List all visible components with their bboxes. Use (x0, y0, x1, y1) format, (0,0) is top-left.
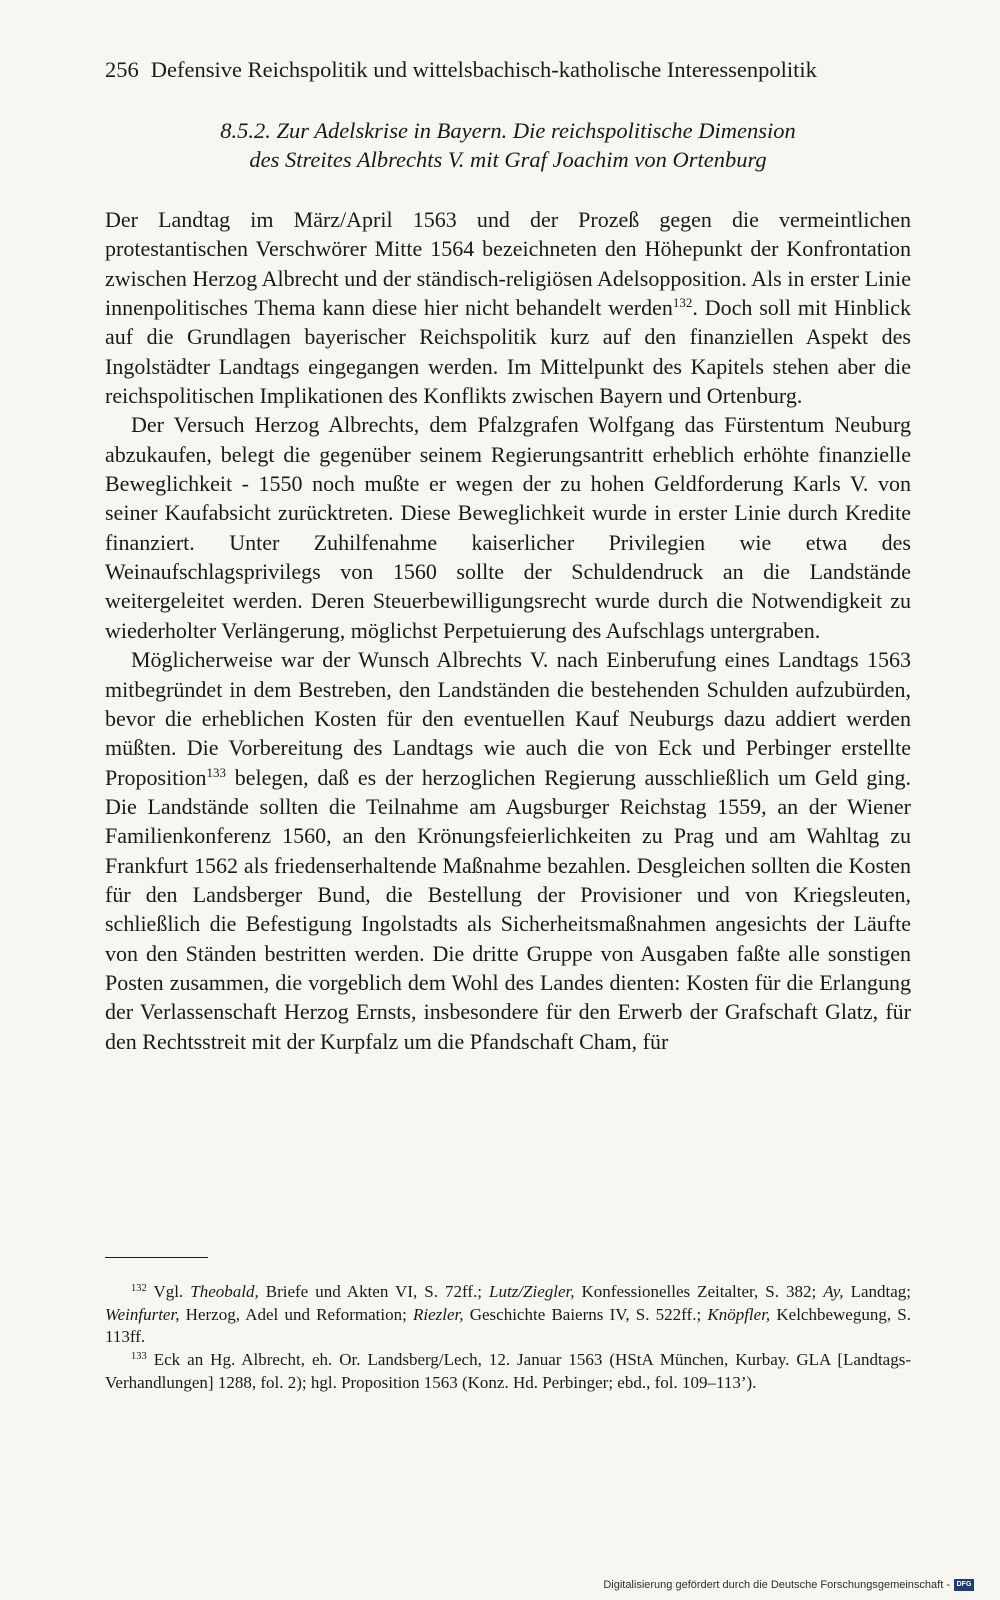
footnote-author: Lutz/Ziegler, (489, 1282, 575, 1301)
credit-text: Digitalisierung gefördert durch die Deutsche Forschungsgemeinschaft - (603, 1579, 950, 1591)
paragraph-3 (105, 645, 911, 1056)
section-heading-line-2: des Streites Albrechts V. mit Graf Joachim von Ortenburg (249, 147, 767, 172)
footnote-author: Knöpfler, (707, 1304, 771, 1324)
footnote-132-text: Landtag; (843, 1282, 912, 1301)
footnote-132-text: Herzog, Adel und Reformation; (179, 1304, 413, 1324)
footnote-ref-133[interactable]: 133 (206, 764, 226, 780)
page-number: 256 (105, 57, 139, 82)
paragraph-3-text-a: Möglicherweise war der Wunsch Albrechts V. nach Einberufung eines Landtags 1563 mitbegründet in dem Bestreben, den Landständen die bestehenden Schulden aufzubürden, bevor die erheblichen Kosten für den eventuellen Kauf Neuburgs dazu addiert werden müßten. Die Vorbereitung des Landtags wie auch die von Eck und Perbinger erstellte Proposition (105, 647, 911, 790)
footnote-ref-132[interactable]: 132 (672, 295, 693, 311)
footnote-133-text: Eck an Hg. Albrecht, eh. Or. Landsberg/Lech, 12. Januar 1563 (HStA München, Kurbay. GLA [Landtags-Verhandlungen] 1288, fol. 2); hgl. Proposition 1563 (Konz. Hd. Perbinger; ebd., fol. 109–113’). (105, 1350, 911, 1392)
footnote-author: Riezler, (413, 1304, 464, 1324)
footnote-133 (105, 1349, 911, 1394)
footnote-132-text: Geschichte Baierns IV, S. 522ff.; (463, 1304, 708, 1324)
footnote-author: Theobald, (190, 1282, 259, 1301)
section-heading (105, 116, 911, 174)
footnote-132 (105, 1281, 911, 1349)
body-text (105, 205, 911, 1056)
footnote-132-text: Konfessionelles Zeitalter, S. 382; (574, 1282, 824, 1301)
footnote-author: Weinfurter, (105, 1304, 180, 1324)
paragraph-1-text-a: Der Landtag im März/April 1563 und der Prozeß gegen die vermeintlichen protestantischen Verschwörer Mitte 1564 bezeichneten den Höhepunkt der Konfrontation zwischen Herzog Albrecht und der ständisch-religiösen Adelsopposition. Als in erster Linie innenpolitisches Thema kann diese hier nicht behandelt werden (105, 207, 911, 321)
paragraph-1-text-b: . Doch soll mit Hinblick auf die Grundlagen bayerischer Reichspolitik kurz auf den finanziellen Aspekt des Ingolstädter Landtags eingegangen werden. Im Mittelpunkt des Kapitels stehen aber die reichspolitischen Implikationen des Konflikts zwischen Bayern und Ortenburg. (105, 295, 911, 409)
footnote-132-text: Briefe und Akten VI, S. 72ff.; (258, 1282, 489, 1301)
footnote-132-text: Kelchbewegung, S. 113ff. (105, 1304, 911, 1347)
footnote-number-132: 132 (131, 1283, 147, 1294)
paragraph-1 (105, 205, 911, 410)
dfg-logo-icon: DFG (954, 1579, 974, 1591)
footnote-number-133: 133 (131, 1351, 147, 1363)
paragraph-3-text-b: belegen, daß es der herzoglichen Regierung ausschließlich um Geld ging. Die Landstände sollten die Teilnahme am Augsburger Reichstag 1559, an der Wiener Familienkonferenz 1560, an den Krönungsfeierlichkeiten zu Prag und am Wahltag zu Frankfurt 1562 als friedenserhaltende Maßnahme bezahlen. Desgleichen sollten die Kosten für den Landsberger Bund, die Bestellung der Provisioner und von Kriegsleuten, schließlich die Befestigung Ingolstadts als Sicherheitsmaßnahmen angesichts der Läufte von den Ständen bestritten werden. Die dritte Gruppe von Ausgaben faßte alle sonstigen Posten zusammen, die vorgeblich dem Wohl des Landes dienten: Kosten für die Erlangung der Verlassenschaft Herzog Ernsts, insbesondere für den Erwerb der Grafschaft Glatz, für den Rechtsstreit mit der Kurpfalz um die Pfandschaft Cham, für (105, 764, 911, 1054)
footnote-132-text: Vgl. (146, 1282, 191, 1301)
book-page (105, 0, 911, 1600)
footnote-author: Ay, (823, 1282, 844, 1301)
digitization-credit (603, 1578, 974, 1592)
running-title: Defensive Reichspolitik und wittelsbachisch-katholische Interessenpolitik (150, 57, 817, 82)
section-heading-line-1: 8.5.2. Zur Adelskrise in Bayern. Die reichspolitische Dimension (220, 118, 796, 143)
footnotes (105, 1281, 911, 1395)
footnote-separator (105, 1257, 208, 1258)
running-head (105, 56, 911, 84)
paragraph-2: Der Versuch Herzog Albrechts, dem Pfalzgrafen Wolfgang das Fürstentum Neuburg abzukaufen, belegt die gegenüber seinem Regierungsantritt erheblich erhöhte finanzielle Beweglichkeit - 1550 noch mußte er wegen der zu hohen Geldforderung Karls V. von seiner Kaufabsicht zurücktreten. Diese Beweglichkeit wurde in erster Linie durch Kredite finanziert. Unter Zuhilfenahme kaiserlicher Privilegien wie etwa des Weinaufschlagsprivilegs von 1560 sollte der Schuldendruck an die Landstände weitergeleitet werden. Deren Steuerbewilligungsrecht wurde durch die Notwendigkeit zu wiederholter Verlängerung, möglichst Perpetuierung des Aufschlags untergraben. (105, 412, 911, 643)
